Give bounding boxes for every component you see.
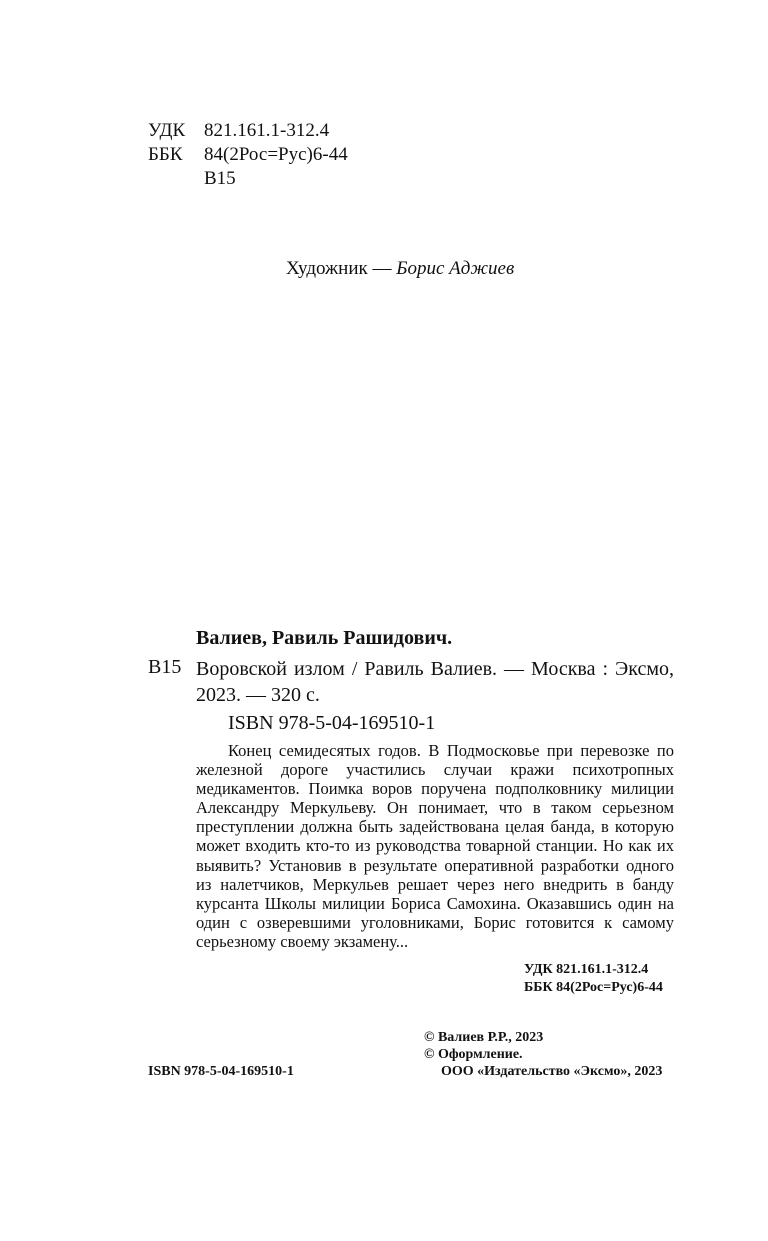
index-block (524, 961, 663, 997)
bbk-value: 84(2Рос=Рус)6-44 (204, 144, 348, 165)
copyright-author: © Валиев Р.Р., 2023 (424, 1030, 544, 1045)
bib-title: Воровской излом / Равиль Валиев. — Москва : Эксмо, 2023. — 320 с. (196, 658, 674, 706)
bbk-code-row (148, 144, 348, 166)
artist-prefix: Художник — (286, 258, 397, 279)
index-udk: УДК 821.161.1-312.4 (524, 962, 649, 977)
bib-author: Валиев, Равиль Рашидович. (196, 627, 453, 649)
bib-isbn: ISBN 978-5-04-169510-1 (228, 712, 436, 734)
copyright-design: © Оформление. (424, 1047, 523, 1062)
udk-label: УДК (148, 120, 186, 141)
author-mark-row (148, 168, 236, 190)
author-mark: В15 (204, 168, 236, 189)
artist-credit (286, 258, 514, 280)
isbn-bottom: ISBN 978-5-04-169510-1 (148, 1064, 294, 1079)
copyright-publisher: ООО «Издательство «Эксмо», 2023 (441, 1064, 663, 1079)
annotation-paragraph: Конец семидесятых годов. В Подмосковье при перевозке по железной дороге участились случаи кражи психотропных медикаментов. Поимка воров поручена подполковнику милиции Александру Меркульеву. Он понимает, что в таком серьезном преступлении должна быть задействована целая банда, в которую может входить кто-то из руководства товарной станции. Но как их выявить? Установив в результате оперативной разработки одного из налетчиков, Меркульев решает через него внедрить в банду курсанта Школы милиции Бориса Самохина. Оказавшись один на один с озверевшими уголовниками, Борис готовится к самому серьезному своему экзамену... (196, 741, 674, 951)
bib-mark: В15 (148, 656, 182, 678)
bbk-label: ББК (148, 144, 183, 165)
udk-code-row (148, 120, 329, 142)
udk-value: 821.161.1-312.4 (204, 120, 330, 141)
artist-name: Борис Аджиев (396, 258, 515, 279)
index-bbk: ББК 84(2Рос=Рус)6-44 (524, 980, 663, 995)
